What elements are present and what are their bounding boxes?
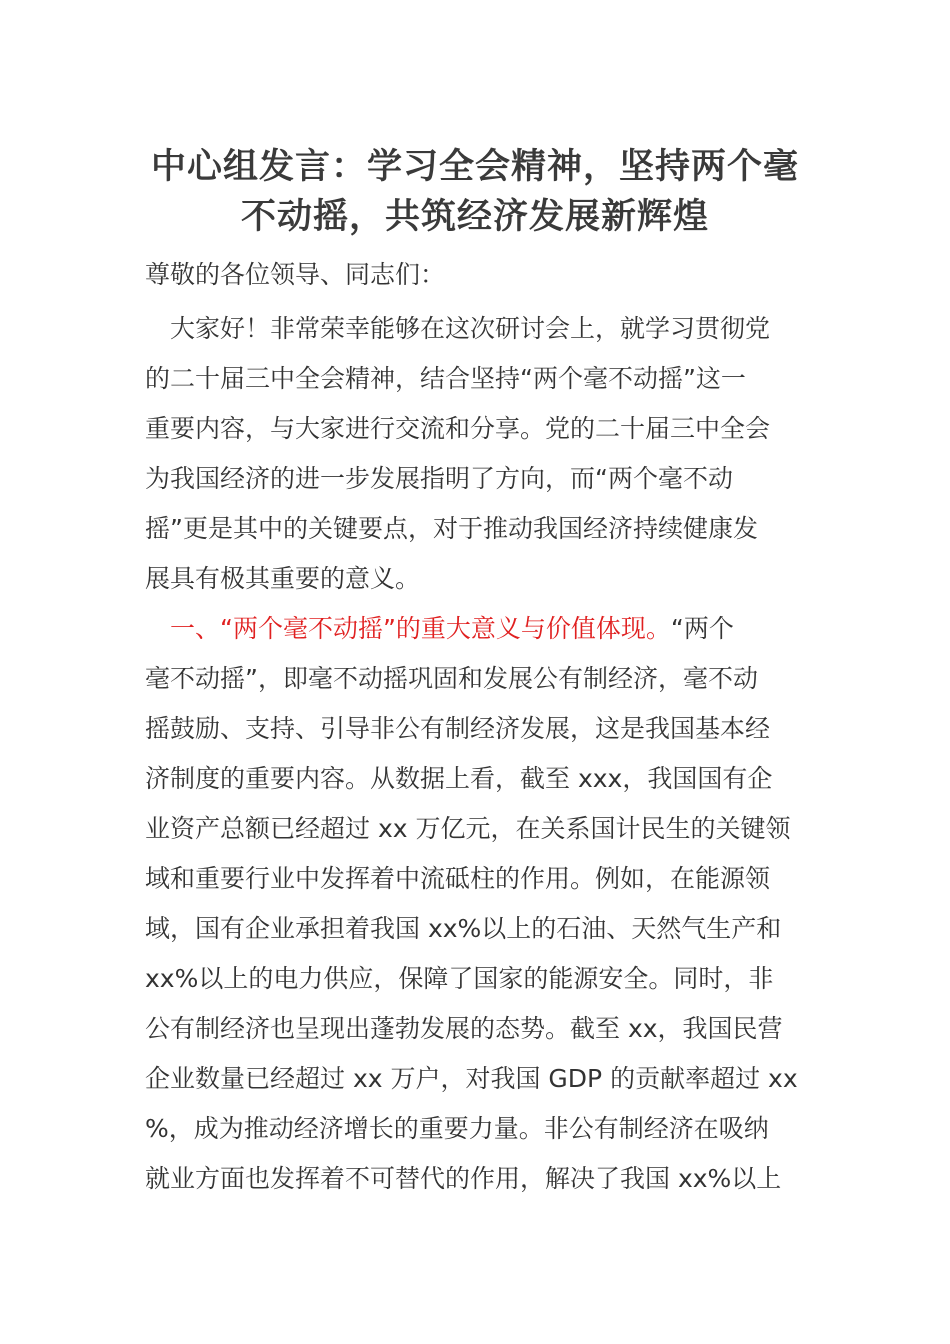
section-1-line: 就业方面也发挥着不可替代的作用，解决了我国 xx%以上 [145,1164,782,1193]
section-1-line: 企业数量已经超过 xx 万户，对我国 GDP 的贡献率超过 xx [145,1064,798,1093]
section-1-first-line [170,604,830,654]
section-1-line: xx%以上的电力供应，保障了国家的能源安全。同时，非 [145,964,774,993]
intro-paragraph-line: 重要内容，与大家进行交流和分享。党的二十届三中全会 [145,414,771,443]
section-1-line: 域和重要行业中发挥着中流砥柱的作用。例如，在能源领 [145,864,771,893]
section-1-line: 公有制经济也呈现出蓬勃发展的态势。截至 xx，我国民营 [145,1014,783,1043]
document-title-line-1: 中心组发言：学习全会精神，坚持两个毫 [150,147,799,187]
section-1-heading: 一、“两个毫不动摇”的重大意义与价值体现。 [170,614,671,643]
intro-paragraph-line: 大家好！非常荣幸能够在这次研讨会上，就学习贯彻党 [170,314,771,343]
salutation: 尊敬的各位领导、同志们： [145,260,446,289]
section-1-line: 毫不动摇”，即毫不动摇巩固和发展公有制经济，毫不动 [145,664,758,693]
section-1-line: 济制度的重要内容。从数据上看，截至 xxx，我国国有企 [145,764,773,793]
intro-paragraph-line: 展具有极其重要的意义。 [145,564,421,593]
section-1-line: 业资产总额已经超过 xx 万亿元，在关系国计民生的关键领 [145,814,791,843]
intro-paragraph-line: 的二十届三中全会精神，结合坚持“两个毫不动摇”这一 [145,364,746,393]
section-1-line: 摇鼓励、支持、引导非公有制经济发展，这是我国基本经 [145,714,771,743]
intro-paragraph-line: 为我国经济的进一步发展指明了方向，而“两个毫不动 [145,464,733,493]
section-1-first-line-rest: “两个 [670,614,734,643]
section-1-line: %，成为推动经济增长的重要力量。非公有制经济在吸纳 [145,1114,769,1143]
document-title-line-2: 不动摇，共筑经济发展新辉煌 [240,197,709,237]
section-1-line: 域，国有企业承担着我国 xx%以上的石油、天然气生产和 [145,914,782,943]
intro-paragraph-line: 摇”更是其中的关键要点，对于推动我国经济持续健康发 [145,514,758,543]
